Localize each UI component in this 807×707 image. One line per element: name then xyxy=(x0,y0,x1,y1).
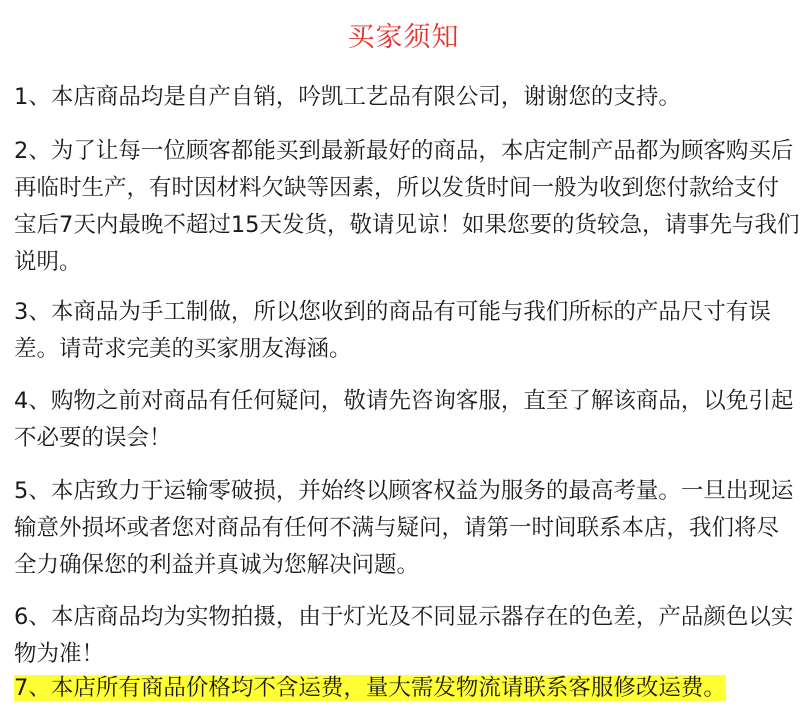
notice-item-6 xyxy=(14,599,800,673)
notice-text-2: 2、为了让每一位顾客都能买到最新最好的商品，本店定制产品都为顾客购买后再临时生产，有时因材料欠缺等因素，所以发货时间一般为收到您付款给支付宝后7天内最晚不超过15天发货，敬请见谅！如果您要的货较急，请事先与我们说明。 xyxy=(14,138,800,275)
notice-text-6: 6、本店商品均为实物拍摄，由于灯光及不同显示器存在的色差，产品颜色以实物为准！ xyxy=(14,604,794,667)
notice-item-5 xyxy=(14,473,800,584)
notice-text-5: 5、本店致力于运输零破损，并始终以顾客权益为服务的最高考量。一旦出现运输意外损坏或者您对商品有任何不满与疑问，请第一时间联系本店，我们将尽全力确保您的利益并真诚为您解决问题。 xyxy=(14,478,794,578)
page-title: 买家须知 xyxy=(347,22,460,53)
notice-item-3 xyxy=(14,294,800,368)
notice-item-7 xyxy=(14,670,800,707)
notice-text-4: 4、购物之前对商品有任何疑问，敬请先咨询客服，直至了解该商品，以免引起不必要的误会！ xyxy=(14,388,794,451)
notice-item-1 xyxy=(14,79,800,116)
notice-text-3: 3、本商品为手工制做，所以您收到的商品有可能与我们所标的产品尺寸有误差。请苛求完美的买家朋友海涵。 xyxy=(14,299,771,362)
notice-text-7-highlighted: 7、本店所有商品价格均不含运费，量大需发物流请联系客服修改运费。 xyxy=(14,675,726,701)
notice-text-1: 1、本店商品均是自产自销，吟凯工艺品有限公司，谢谢您的支持。 xyxy=(14,84,681,110)
notice-item-2 xyxy=(14,133,800,281)
notice-item-4 xyxy=(14,383,800,457)
